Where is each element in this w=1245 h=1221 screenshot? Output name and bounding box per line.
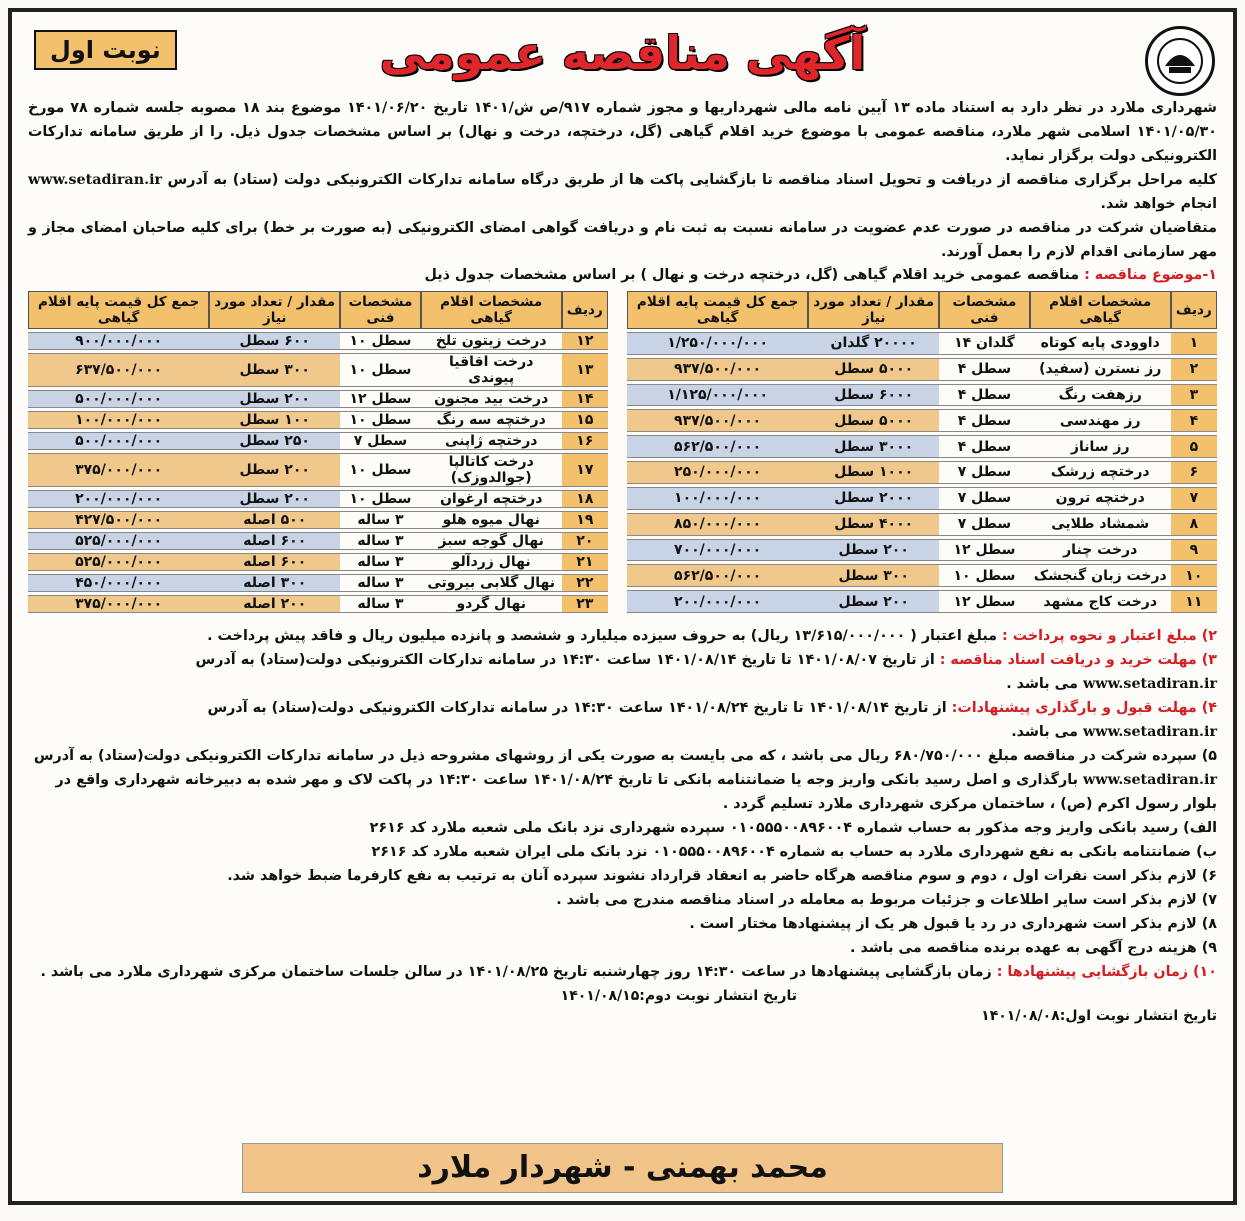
item-price: ۶۳۷/۵۰۰/۰۰۰	[28, 353, 209, 387]
item-spec: سطل ۷	[939, 487, 1030, 510]
item-name: درخت زیتون تلخ	[421, 332, 562, 350]
col-row: ردیف	[1171, 291, 1217, 329]
table-row	[28, 411, 608, 429]
row-number: ۱۳	[562, 353, 608, 387]
item-name: نهال گردو	[421, 595, 562, 613]
item-qty: ۲۰۰ سطل	[209, 390, 340, 408]
item-qty: ۳۰۰۰ سطل	[808, 435, 939, 458]
subject-text: مناقصه عمومی خرید اقلام گیاهی (گل، درختچه درخت و نهال ) بر اساس مشخصات جدول ذیل	[424, 267, 1080, 283]
item-name: درخت اقاقیا پیوندی	[421, 353, 562, 387]
item-qty: ۱۰۰ سطل	[209, 411, 340, 429]
section-5-text: ۵) سپرده شرکت در مناقصه مبلغ ۶۸۰/۷۵۰/۰۰۰ ریال می باشد ، که می بایست به صورت یکی از روشهای مشروحه ذیل در سامانه تدارکات الکترونیکی دولت(ستاد) به آدرس	[33, 748, 1217, 764]
item-qty: ۱۰۰۰ سطل	[808, 461, 939, 484]
section-5a: الف) رسید بانکی واریز وجه مذکور به حساب شماره ۰۱۰۵۵۵۰۰۸۹۶۰۰۴ سپرده شهرداری نزد بانک ملی شعبه ملارد کد ۲۶۱۶	[369, 820, 1217, 836]
items-table-left	[28, 288, 608, 616]
item-spec: سطل ۷	[939, 461, 1030, 484]
table-row	[627, 487, 1217, 510]
row-number: ۸	[1171, 513, 1217, 536]
item-name: درختچه زرشک	[1030, 461, 1171, 484]
row-number: ۹	[1171, 539, 1217, 562]
row-number: ۶	[1171, 461, 1217, 484]
item-price: ۹۳۷/۵۰۰/۰۰۰	[627, 409, 808, 432]
col-item: مشخصات اقلام گیاهی	[1030, 291, 1171, 329]
row-number: ۷	[1171, 487, 1217, 510]
intro	[12, 92, 1233, 264]
table-row	[627, 564, 1217, 587]
row-number: ۱۶	[562, 432, 608, 450]
item-name: درخت بید مجنون	[421, 390, 562, 408]
item-price: ۵۶۲/۵۰۰/۰۰۰	[627, 564, 808, 587]
table-row	[627, 409, 1217, 432]
item-qty: ۶۰۰۰ سطل	[808, 384, 939, 407]
item-spec: سطل ۱۲	[340, 390, 421, 408]
row-number: ۱۸	[562, 490, 608, 508]
item-spec: ۳ ساله	[340, 553, 421, 571]
item-price: ۴۲۷/۵۰۰/۰۰۰	[28, 511, 209, 529]
item-price: ۲۰۰/۰۰۰/۰۰۰	[627, 590, 808, 613]
col-spec: مشخصات فنی	[939, 291, 1030, 329]
table-row	[28, 390, 608, 408]
item-spec: ۳ ساله	[340, 532, 421, 550]
item-price: ۲۵۰/۰۰۰/۰۰۰	[627, 461, 808, 484]
section-5-text-2: بارگذاری و اصل رسید بانکی واریز وجه یا ضمانتنامه بانکی تا تاریخ ۱۴۰۱/۰۸/۲۴ ساعت ۱۴:۳۰ در پاکت لاک و مهر شده به دبیرخانه شهرداری واقع در بلوار رسول اکرم (ص) ، ساختمان مرکزی شهرداری ملارد تسلیم گردد .	[55, 772, 1217, 812]
item-qty: ۲۰۰ سطل	[209, 490, 340, 508]
section-7: ۷) لازم بذکر است سایر اطلاعات و جزئیات مربوط به معامله در اسناد مناقصه مندرج می باشد .	[556, 892, 1217, 908]
item-price: ۹۰۰/۰۰۰/۰۰۰	[28, 332, 209, 350]
notice-page	[8, 8, 1237, 1205]
table-row	[28, 353, 608, 387]
item-spec: سطل ۱۲	[939, 590, 1030, 613]
row-number: ۵	[1171, 435, 1217, 458]
item-qty: ۳۰۰ سطل	[808, 564, 939, 587]
table-row	[28, 595, 608, 613]
col-spec: مشخصات فنی	[340, 291, 421, 329]
intro-paragraph-2	[28, 168, 1217, 216]
table-row	[28, 490, 608, 508]
col-item: مشخصات اقلام گیاهی	[421, 291, 562, 329]
item-name: درخت زبان گنجشک	[1030, 564, 1171, 587]
row-number: ۱۲	[562, 332, 608, 350]
item-qty: ۵۰۰۰ سطل	[808, 409, 939, 432]
item-name: درخت کاتالپا (جوالدوزک)	[421, 453, 562, 487]
item-qty: ۳۰۰ سطل	[209, 353, 340, 387]
item-spec: سطل ۱۰	[340, 353, 421, 387]
table-row	[28, 332, 608, 350]
table-row	[28, 432, 608, 450]
section-4-text: از تاریخ ۱۴۰۱/۰۸/۱۴ تا تاریخ ۱۴۰۱/۰۸/۲۴ ساعت ۱۴:۳۰ در سامانه تدارکات الکترونیکی دولت(ستاد) به آدرس	[207, 700, 947, 716]
section-6: ۶) لازم بذکر است نفرات اول ، دوم و سوم مناقصه هرگاه حاضر به انعقاد قرارداد نشوند سپرده آنان به ترتیب به نفع کارفرما ضبط خواهد شد.	[227, 868, 1217, 884]
section-3	[28, 648, 1217, 696]
section-3-text: از تاریخ ۱۴۰۱/۰۸/۰۷ تا تاریخ ۱۴۰۱/۰۸/۱۴ ساعت ۱۴:۳۰ در سامانه تدارکات الکترونیکی دولت(ستاد) به آدرس	[195, 652, 935, 668]
items-table-right	[627, 288, 1217, 616]
table-row	[28, 453, 608, 487]
item-spec: ۳ ساله	[340, 511, 421, 529]
item-spec: ۳ ساله	[340, 595, 421, 613]
item-name: شمشاد طلایی	[1030, 513, 1171, 536]
items-tables	[12, 286, 1233, 616]
section-9: ۹) هزینه درج آگهی به عهده برنده مناقصه می باشد .	[850, 940, 1217, 956]
terms-sections	[12, 616, 1233, 984]
intro-paragraph-2-text: کلیه مراحل برگزاری مناقصه از دریافت و تحویل اسناد مناقصه تا بازگشایی پاکت ها از طریق درگاه سامانه تدارکات الکترونیکی دولت (ستاد) به آدرس	[167, 172, 1217, 188]
item-spec: سطل ۴	[939, 358, 1030, 381]
col-qty: مقدار / تعداد مورد نیاز	[209, 291, 340, 329]
section-10-text: زمان بازگشایی پیشنهادها در ساعت ۱۴:۳۰ روز چهارشنبه تاریخ ۱۴۰۱/۰۸/۲۵ در سالن جلسات ساختمان مرکزی شهرداری ملارد می باشد .	[40, 964, 992, 980]
item-price: ۷۰۰/۰۰۰/۰۰۰	[627, 539, 808, 562]
item-name: درختچه ترون	[1030, 487, 1171, 510]
table-row	[627, 435, 1217, 458]
section-10	[28, 960, 1217, 984]
row-number: ۱۹	[562, 511, 608, 529]
item-name: نهال زردآلو	[421, 553, 562, 571]
item-qty: ۲۰۰۰ سطل	[808, 487, 939, 510]
publish-dates	[12, 984, 1233, 1026]
subject-label: ۱-موضوع مناقصه :	[1084, 267, 1217, 283]
item-name: رز مهندسی	[1030, 409, 1171, 432]
item-price: ۵۰۰/۰۰۰/۰۰۰	[28, 390, 209, 408]
item-price: ۱/۲۵۰/۰۰۰/۰۰۰	[627, 332, 808, 355]
item-spec: سطل ۴	[939, 384, 1030, 407]
item-name: درخت چنار	[1030, 539, 1171, 562]
item-spec: سطل ۱۰	[340, 453, 421, 487]
item-qty: ۲۰۰ اصله	[209, 595, 340, 613]
table-row	[28, 511, 608, 529]
table-row	[627, 332, 1217, 355]
item-price: ۵۲۵/۰۰۰/۰۰۰	[28, 553, 209, 571]
item-spec: سطل ۱۲	[939, 539, 1030, 562]
row-number: ۱۱	[1171, 590, 1217, 613]
item-spec: سطل ۷	[939, 513, 1030, 536]
item-qty: ۲۰۰ سطل	[808, 539, 939, 562]
item-name: نهال میوه هلو	[421, 511, 562, 529]
section-2	[28, 624, 1217, 648]
intro-paragraph-3: متقاضیان شرکت در مناقصه در صورت عدم عضویت در سامانه نسبت به ثبت نام و دریافت گواهی امضای الکترونیکی (به صورت بر خط) برای کلیه صاحبان امضای مجاز و مهر سازمانی اقدام لازم را بعمل آورند.	[28, 220, 1217, 260]
table-row	[627, 358, 1217, 381]
item-spec: سطل ۱۰	[939, 564, 1030, 587]
item-spec: سطل ۴	[939, 435, 1030, 458]
table-row	[627, 539, 1217, 562]
publish-date-first: تاریخ انتشار نوبت اول:۱۴۰۱/۰۸/۰۸	[981, 1008, 1217, 1024]
item-name: نهال گوجه سبز	[421, 532, 562, 550]
row-number: ۱۷	[562, 453, 608, 487]
table-row	[627, 590, 1217, 613]
col-qty: مقدار / تعداد مورد نیاز	[808, 291, 939, 329]
row-number: ۱۵	[562, 411, 608, 429]
col-price: جمع کل قیمت پایه اقلام گیاهی	[28, 291, 209, 329]
setad-link[interactable]: www.setadiran.ir	[1082, 676, 1217, 692]
section-5	[28, 744, 1217, 816]
row-number: ۲۳	[562, 595, 608, 613]
setad-link[interactable]: www.setadiran.ir	[28, 172, 163, 188]
item-price: ۳۷۵/۰۰۰/۰۰۰	[28, 595, 209, 613]
item-name: رزهفت رنگ	[1030, 384, 1171, 407]
item-qty: ۶۰۰ اصله	[209, 532, 340, 550]
item-qty: ۳۰۰ اصله	[209, 574, 340, 592]
item-price: ۱/۱۲۵/۰۰۰/۰۰۰	[627, 384, 808, 407]
item-name: داوودی پایه کوتاه	[1030, 332, 1171, 355]
item-qty: ۵۰۰۰ سطل	[808, 358, 939, 381]
section-4-label: ۴) مهلت قبول و بارگذاری پیشنهادات:	[951, 700, 1217, 716]
item-qty: ۵۰۰ اصله	[209, 511, 340, 529]
row-number: ۱۰	[1171, 564, 1217, 587]
table-row	[28, 532, 608, 550]
row-number: ۲۲	[562, 574, 608, 592]
section-3-label: ۳) مهلت خرید و دریافت اسناد مناقصه :	[939, 652, 1217, 668]
section-3-tail: می باشد .	[1006, 676, 1078, 692]
item-price: ۱۰۰/۰۰۰/۰۰۰	[28, 411, 209, 429]
setad-link[interactable]: www.setadiran.ir	[1082, 724, 1217, 740]
item-spec: گلدان ۱۴	[939, 332, 1030, 355]
item-price: ۸۵۰/۰۰۰/۰۰۰	[627, 513, 808, 536]
section-5b: ب) ضمانتنامه بانکی به نفع شهرداری ملارد به حساب به شماره ۰۱۰۵۵۵۰۰۸۹۶۰۰۴ نزد بانک ملی ایران شعبه ملارد کد ۲۶۱۶	[371, 844, 1217, 860]
row-number: ۲۰	[562, 532, 608, 550]
item-price: ۵۰۰/۰۰۰/۰۰۰	[28, 432, 209, 450]
item-qty: ۲۰۰ سطل	[209, 453, 340, 487]
item-price: ۲۰۰/۰۰۰/۰۰۰	[28, 490, 209, 508]
item-price: ۱۰۰/۰۰۰/۰۰۰	[627, 487, 808, 510]
item-spec: سطل ۱۰	[340, 490, 421, 508]
table-row	[627, 384, 1217, 407]
table-row	[28, 574, 608, 592]
item-qty: ۴۰۰۰ سطل	[808, 513, 939, 536]
publish-date-second: تاریخ انتشار نوبت دوم:۱۴۰۱/۰۸/۱۵	[560, 988, 797, 1004]
intro-paragraph-2-tail: انجام خواهد شد.	[1100, 196, 1217, 212]
round-badge: نوبت اول	[34, 30, 177, 70]
item-qty: ۲۰۰ سطل	[808, 590, 939, 613]
header	[12, 12, 1233, 92]
item-price: ۳۷۵/۰۰۰/۰۰۰	[28, 453, 209, 487]
row-number: ۲	[1171, 358, 1217, 381]
row-number: ۳	[1171, 384, 1217, 407]
table-row	[627, 461, 1217, 484]
signature-footer: محمد بهمنی - شهردار ملارد	[242, 1143, 1003, 1193]
subject-line	[12, 264, 1233, 286]
item-qty: ۲۰۰۰۰ گلدان	[808, 332, 939, 355]
section-4-tail: می باشد.	[1011, 724, 1078, 740]
item-spec: سطل ۱۰	[340, 411, 421, 429]
item-name: درختچه ارغوان	[421, 490, 562, 508]
item-name: درختچه سه رنگ	[421, 411, 562, 429]
col-row: ردیف	[562, 291, 608, 329]
table-row	[28, 553, 608, 571]
item-price: ۹۳۷/۵۰۰/۰۰۰	[627, 358, 808, 381]
setad-link[interactable]: www.setadiran.ir	[1082, 772, 1217, 788]
item-name: نهال گلابی بیروتی	[421, 574, 562, 592]
item-name: رز ساناز	[1030, 435, 1171, 458]
section-4	[28, 696, 1217, 744]
item-price: ۵۲۵/۰۰۰/۰۰۰	[28, 532, 209, 550]
section-8: ۸) لازم بذکر است شهرداری در رد یا قبول هر یک از پیشنهادها مختار است .	[689, 916, 1217, 932]
section-10-label: ۱۰) زمان بازگشایی پیشنهادها :	[996, 964, 1217, 980]
item-name: درختچه ژاپنی	[421, 432, 562, 450]
item-name: درخت کاج مشهد	[1030, 590, 1171, 613]
item-price: ۴۵۰/۰۰۰/۰۰۰	[28, 574, 209, 592]
item-qty: ۲۵۰ سطل	[209, 432, 340, 450]
item-qty: ۶۰۰ اصله	[209, 553, 340, 571]
col-price: جمع کل قیمت پایه اقلام گیاهی	[627, 291, 808, 329]
row-number: ۲۱	[562, 553, 608, 571]
item-spec: سطل ۷	[340, 432, 421, 450]
notice-title: آگهی مناقصه عمومی	[379, 26, 866, 80]
table-row	[627, 513, 1217, 536]
item-spec: ۳ ساله	[340, 574, 421, 592]
row-number: ۴	[1171, 409, 1217, 432]
intro-paragraph-1: شهرداری ملارد در نظر دارد به استناد ماده ۱۳ آیین نامه مالی شهرداریها و مجوز شماره ۹۱۷/ص ش/۱۴۰۱ تاریخ ۱۴۰۱/۰۶/۲۰ موضوع بند ۱۸ مصوبه جلسه شماره ۷۸ مورخ ۱۴۰۱/۰۵/۳۰ اسلامی شهر ملارد، مناقصه عمومی با موضوع خرید اقلام گیاهی (گل، درختچه، درخت و نهال) بر اساس مشخصات جدول ذیل. را از طریق سامانه تدارکات الکترونیکی دولت برگزار نماید.	[28, 100, 1217, 164]
row-number: ۱۴	[562, 390, 608, 408]
item-name: رز نسترن (سفید)	[1030, 358, 1171, 381]
item-qty: ۶۰۰ سطل	[209, 332, 340, 350]
item-price: ۵۶۲/۵۰۰/۰۰۰	[627, 435, 808, 458]
section-2-text: مبلغ اعتبار ( ۱۳/۶۱۵/۰۰۰/۰۰۰ ریال) به حروف سیزده میلیارد و ششصد و پانزده میلیون ریال و فاقد پیش پرداخت .	[207, 628, 998, 644]
item-spec: سطل ۱۰	[340, 332, 421, 350]
section-2-label: ۲) مبلغ اعتبار و نحوه پرداخت :	[1002, 628, 1217, 644]
row-number: ۱	[1171, 332, 1217, 355]
item-spec: سطل ۴	[939, 409, 1030, 432]
